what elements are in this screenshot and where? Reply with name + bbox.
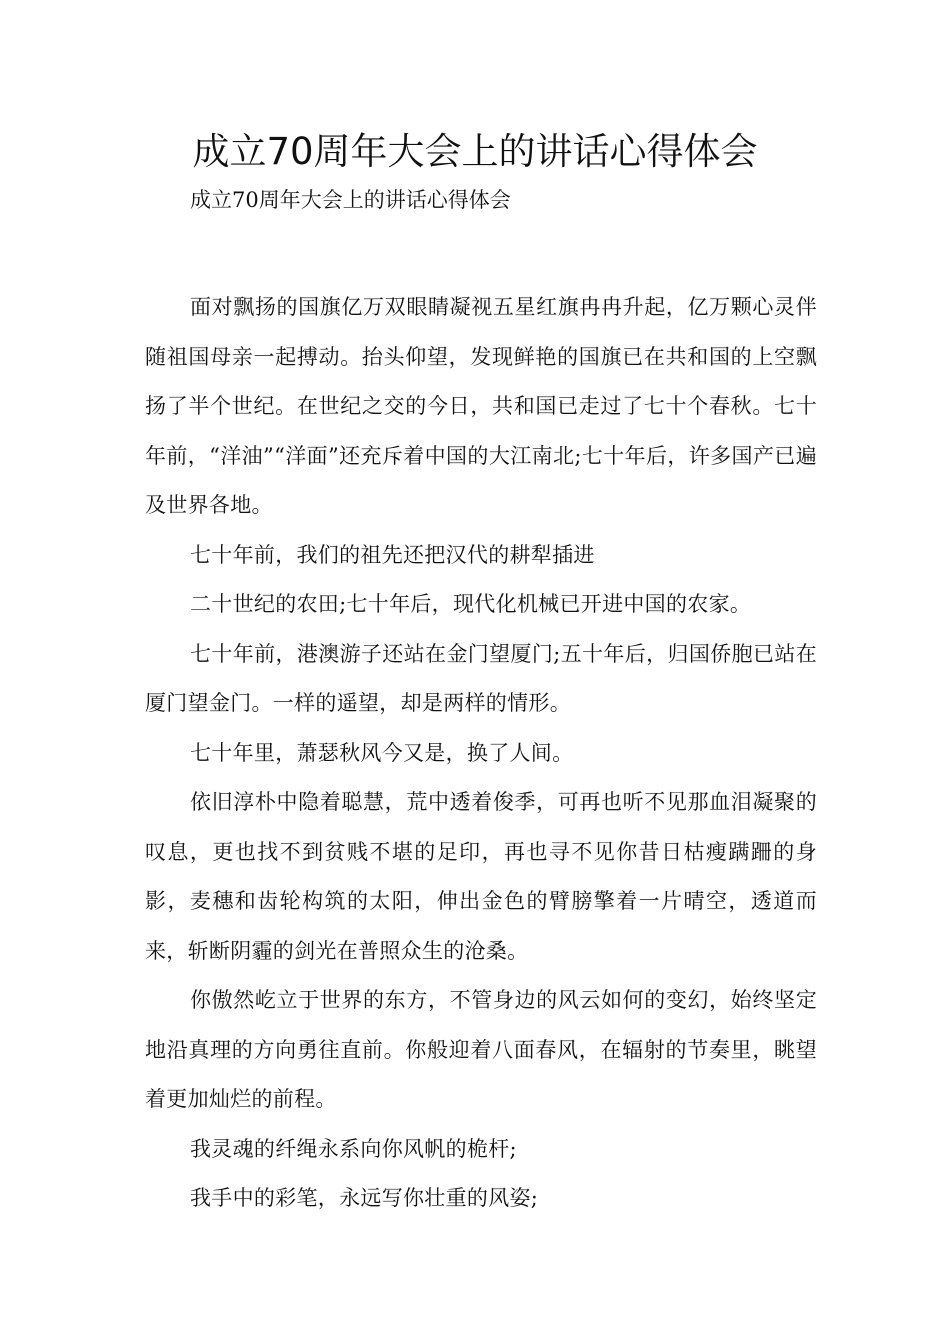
- document-title: 成立70周年大会上的讲话心得体会: [192, 130, 758, 173]
- paragraph: 七十年前，港澳游子还站在金门望厦门;五十年后，归国侨胞已站在厦门望金门。一样的遥望，却是两样的情形。: [145, 641, 817, 715]
- paragraph: 我手中的彩笔，永远写你壮重的风姿;: [190, 1186, 539, 1210]
- paragraph: 二十世纪的农田;七十年后，现代化机械已开进中国的农家。: [190, 592, 752, 616]
- document-body: [145, 283, 817, 1224]
- paragraph: 七十年里，萧瑟秋风今又是，换了人间。: [190, 740, 574, 765]
- paragraph: 你傲然屹立于世界的东方，不管身边的风云如何的变幻，始终坚定地沿真理的方向勇往直前。你般迎着八面春风，在辐射的节奏里，眺望着更加灿烂的前程。: [145, 988, 817, 1111]
- paragraph: 七十年前，我们的祖先还把汉代的耕犁插进: [190, 542, 595, 567]
- paragraph: 我灵魂的纤绳永系向你风帆的桅杆;: [190, 1136, 517, 1161]
- document-subtitle: 成立70周年大会上的讲话心得体会: [190, 188, 511, 212]
- paragraph: 面对飘扬的国旗亿万双眼睛凝视五星红旗冉冉升起，亿万颗心灵伴随祖国母亲一起搏动。抬头仰望，发现鲜艳的国旗已在共和国的上空飘扬了半个世纪。在世纪之交的今日，共和国已走过了七十个春秋。七十年前，“洋油”“洋面”还充斥着中国的大江南北;七十年后，许多国产已遍及世界各地。: [145, 295, 817, 517]
- paragraph: 依旧淳朴中隐着聪慧，荒中透着俊季，可再也听不见那血泪凝聚的叹息，更也找不到贫贱不堪的足印，再也寻不见你昔日枯瘦蹒跚的身影，麦穗和齿轮构筑的太阳，伸出金色的臂膀擎着一片晴空，透道而来，斩断阴霾的剑光在普照众生的沧桑。: [145, 790, 817, 963]
